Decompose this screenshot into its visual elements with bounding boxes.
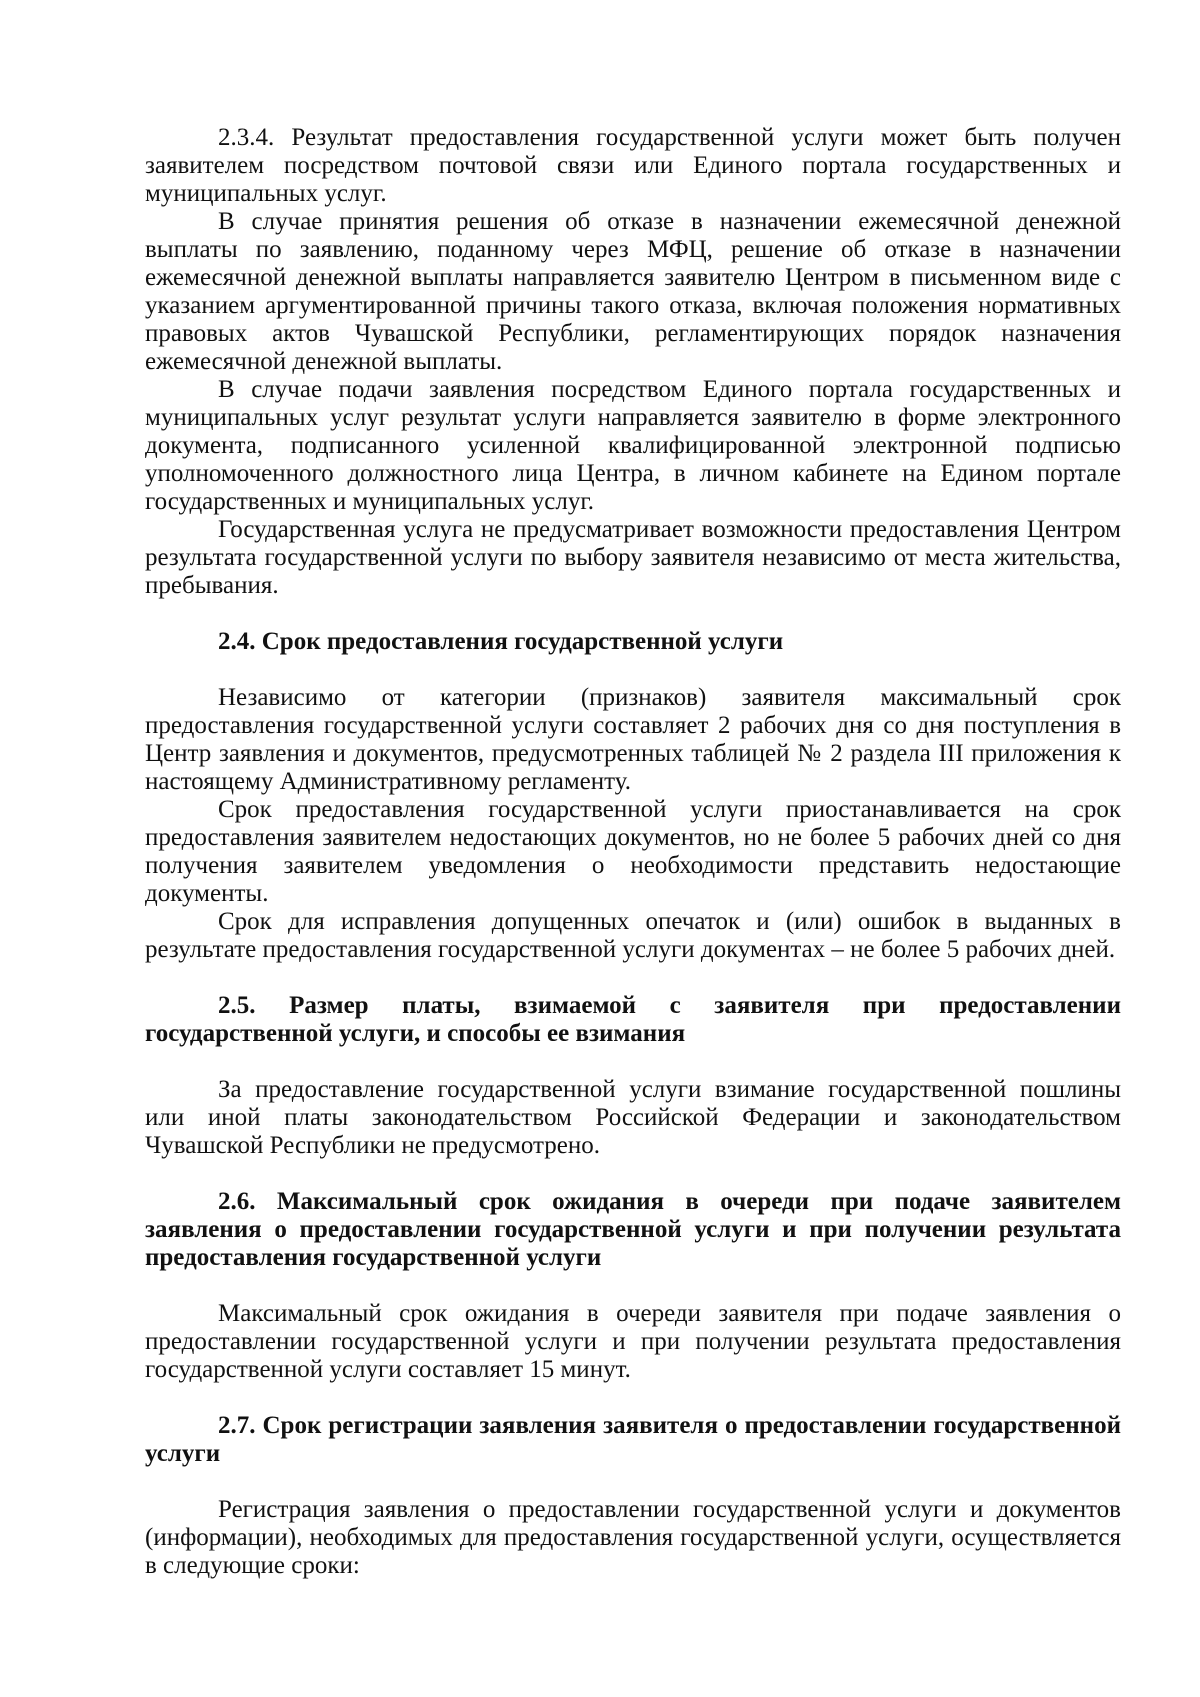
paragraph-refusal-mfc: В случае принятия решения об отказе в назначении ежемесячной денежной выплаты по заявлению, поданному через МФЦ, решение об отказе в назначении ежемесячной денежной выплаты направляется заявителю Центром в письменном виде с указанием аргументированной причины такого отказа, включая положения нормативных правовых актов Чувашской Республики, регламентирующих порядок назначения ежемесячной денежной выплаты. xyxy=(145,208,1121,375)
paragraph-portal-result: В случае подачи заявления посредством Единого портала государственных и муниципальных услуг результат услуги направляется заявителю в форме электронного документа, подписанного усиленной квалифицированной электронной подписью уполномоченного должностного лица Центра, в личном кабинете на Едином портале государственных и муниципальных услуг. xyxy=(145,376,1121,515)
heading-2-5: 2.5. Размер платы, взимаемой с заявителя при предоставлении государственной услуги, и способы ее взимания xyxy=(145,992,1121,1047)
paragraph-queue-time: Максимальный срок ожидания в очереди заявителя при подаче заявления о предоставлении государственной услуги и при получении результата предоставления государственной услуги составляет 15 минут. xyxy=(145,1300,1121,1383)
paragraph-term-suspension: Срок предоставления государственной услуги приостанавливается на срок предоставления заявителем недостающих документов, но не более 5 рабочих дней со дня получения заявителем уведомления о необходимости представить недостающие документы. xyxy=(145,796,1121,907)
paragraph-max-term: Независимо от категории (признаков) заявителя максимальный срок предоставления государственной услуги составляет 2 рабочих дня со дня поступления в Центр заявления и документов, предусмотренных таблицей № 2 раздела III приложения к настоящему Административному регламенту. xyxy=(145,684,1121,795)
heading-2-7: 2.7. Срок регистрации заявления заявителя о предоставлении государственной услуги xyxy=(145,1412,1121,1467)
paragraph-2-3-4: 2.3.4. Результат предоставления государственной услуги может быть получен заявителем посредством почтовой связи или Единого портала государственных и муниципальных услуг. xyxy=(145,124,1121,207)
paragraph-fee: За предоставление государственной услуги взимание государственной пошлины или иной платы законодательством Российской Федерации и законодательством Чувашской Республики не предусмотрено. xyxy=(145,1076,1121,1159)
paragraph-no-extraterritorial: Государственная услуга не предусматривает возможности предоставления Центром результата государственной услуги по выбору заявителя независимо от места жительства, пребывания. xyxy=(145,516,1121,599)
paragraph-correction-term: Срок для исправления допущенных опечаток и (или) ошибок в выданных в результате предоставления государственной услуги документах – не более 5 рабочих дней. xyxy=(145,908,1121,963)
paragraph-registration: Регистрация заявления о предоставлении государственной услуги и документов (информации), необходимых для предоставления государственной услуги, осуществляется в следующие сроки: xyxy=(145,1496,1121,1579)
heading-2-4: 2.4. Срок предоставления государственной услуги xyxy=(218,628,784,655)
heading-2-6: 2.6. Максимальный срок ожидания в очереди при подаче заявителем заявления о предоставлении государственной услуги и при получении результата предоставления государственной услуги xyxy=(145,1188,1121,1271)
document-page xyxy=(145,124,1121,1580)
